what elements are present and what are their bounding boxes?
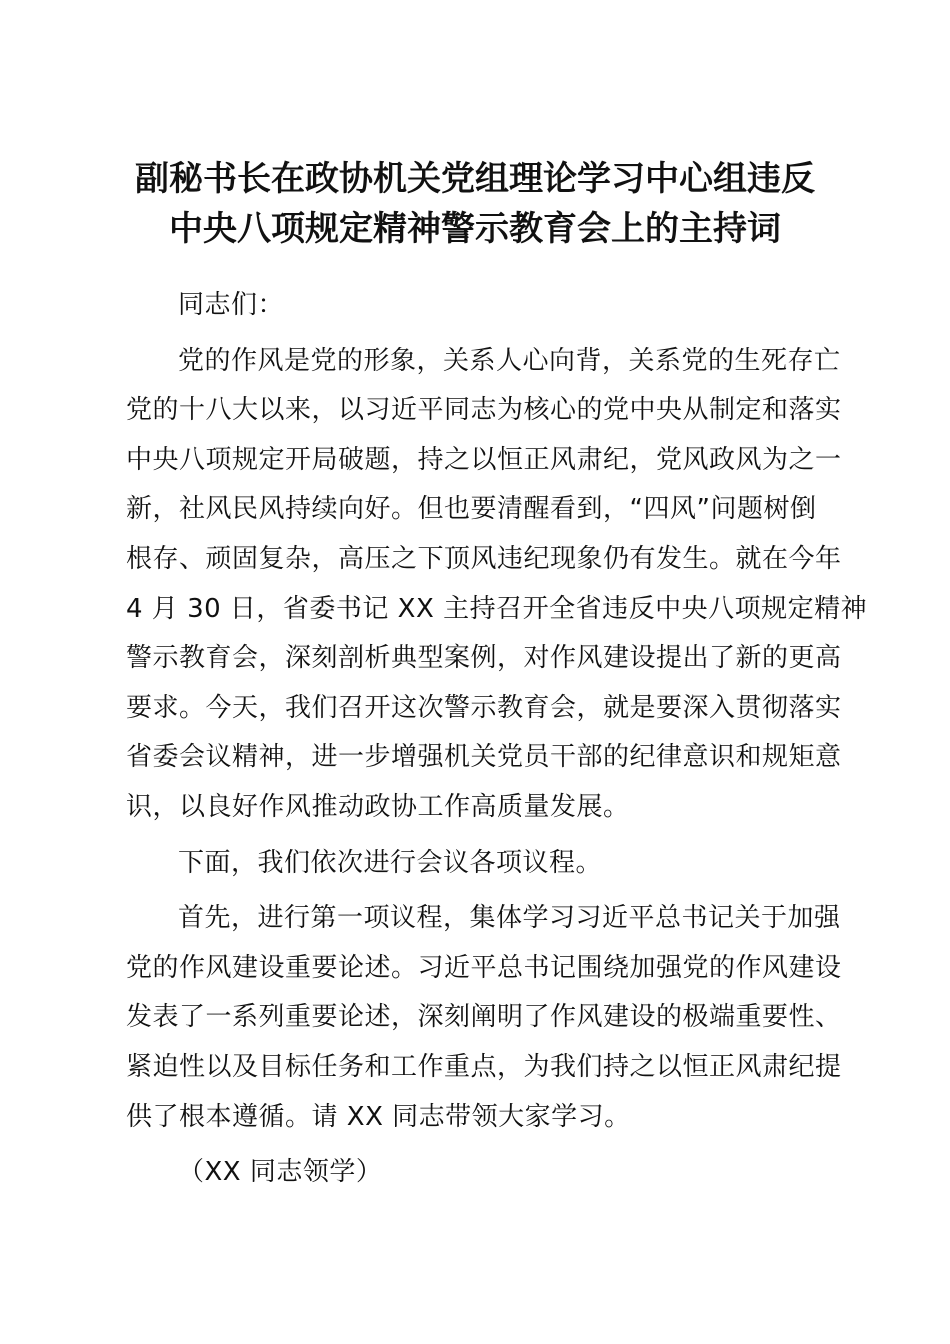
text-line: 要求。今天，我们召开这次警示教育会，就是要深入贯彻落实: [126, 692, 842, 723]
text-line: 党的作风建设重要论述。习近平总书记围绕加强党的作风建设: [126, 952, 842, 983]
paragraph-1: [126, 337, 868, 833]
salutation: 同志们：: [178, 290, 285, 320]
text-line: 供了根本遵循。请 XX 同志带领大家学习。: [126, 1101, 631, 1132]
text-line: 发表了一系列重要论述，深刻阐明了作风建设的极端重要性、: [126, 1002, 842, 1033]
document-body: [126, 281, 868, 1198]
text-line: 党的作风是党的形象，关系人心向背，关系党的生死存亡: [178, 345, 841, 376]
text-line: 首先，进行第一项议程，集体学习习近平总书记关于加强: [178, 903, 841, 934]
text-line: 4 月 30 日，省委书记 XX 主持召开全省违反中央八项规定精神: [126, 593, 868, 624]
text-line: 警示教育会，深刻剖析典型案例，对作风建设提出了新的更高: [126, 643, 842, 674]
text-line: 根存、顽固复杂，高压之下顶风违纪现象仍有发生。就在今年: [126, 543, 842, 574]
paragraph-2: 下面，我们依次进行会议各项议程。: [178, 847, 603, 878]
text-line: 省委会议精神，进一步增强机关党员干部的纪律意识和规矩意: [126, 742, 842, 773]
text-line: 新，社风民风持续向好。但也要清醒看到，“四风”问题树倒: [126, 494, 817, 525]
paragraph-3: [126, 894, 842, 1142]
text-line: 中央八项规定开局破题，持之以恒正风肃纪，党风政风为之一: [126, 444, 842, 475]
title-line: 副秘书长在政协机关党组理论学习中心组违反: [135, 159, 815, 199]
title-line: 中央八项规定精神警示教育会上的主持词: [169, 209, 781, 249]
text-line: 紧迫性以及目标任务和工作重点，为我们持之以恒正风肃纪提: [126, 1051, 842, 1082]
document-title: [120, 154, 830, 254]
text-line: 党的十八大以来，以习近平同志为核心的党中央从制定和落实: [126, 395, 842, 426]
text-line: 识，以良好作风推动政协工作高质量发展。: [126, 791, 630, 822]
note-line: （XX 同志领学）: [178, 1157, 383, 1188]
